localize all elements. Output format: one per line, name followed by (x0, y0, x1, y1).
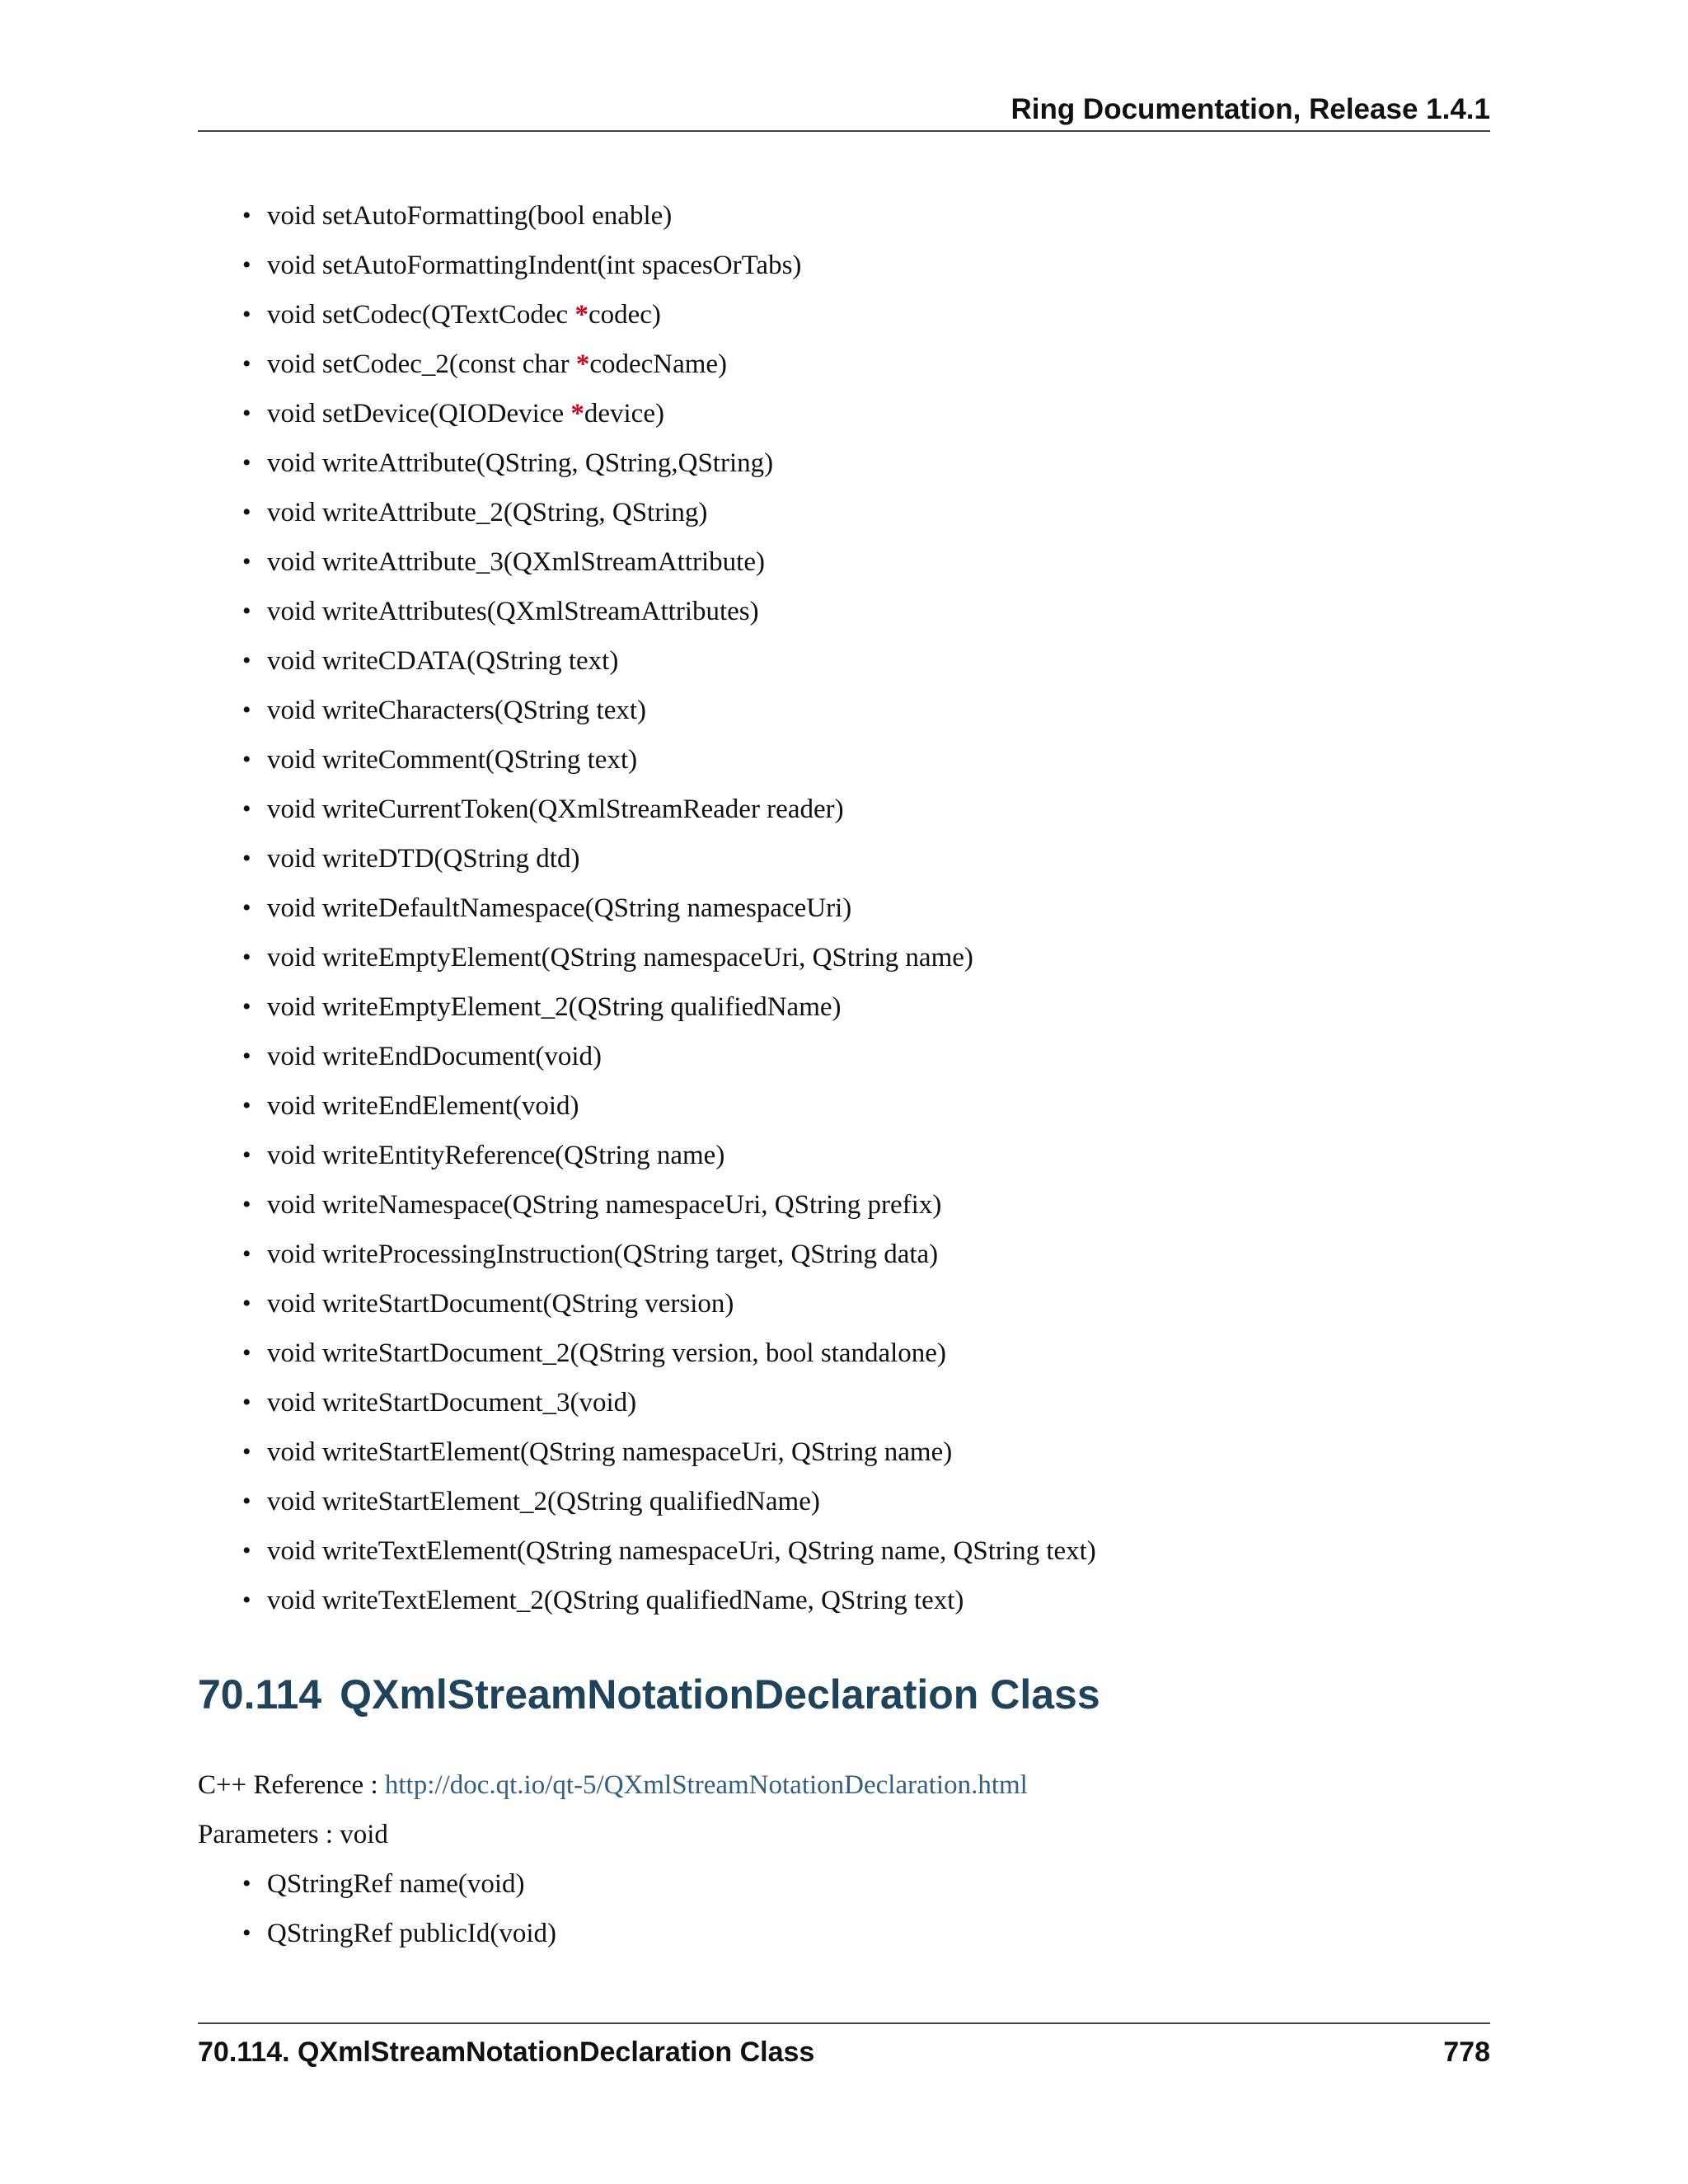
bullet-icon: • (242, 1919, 251, 1947)
method-signature: void setAutoFormattingIndent(int spacesOrTabs) (267, 251, 802, 280)
bullet-icon: • (242, 1092, 251, 1119)
method-signature: void writeStartElement_2(QString qualifiedName) (267, 1487, 820, 1516)
method-signature: void writeAttribute_3(QXmlStreamAttribute) (267, 547, 765, 577)
list-item (198, 938, 1096, 987)
section-title-text: QXmlStreamNotationDeclaration Class (340, 1671, 1100, 1718)
method-signature: void writeStartDocument_2(QString version, bool standalone) (267, 1338, 946, 1368)
bullet-icon: • (242, 795, 251, 823)
parameters-line: Parameters : void (198, 1820, 388, 1849)
bullet-icon: • (242, 400, 251, 427)
list-item (198, 344, 1096, 394)
list-item (198, 1037, 1096, 1086)
method-signature: void writeCDATA(QString text) (267, 646, 619, 676)
bullet-icon: • (242, 894, 251, 921)
method-signature: void writeTextElement_2(QString qualifiedName, QString text) (267, 1586, 964, 1615)
bullet-icon: • (242, 1586, 251, 1614)
list-item (198, 1914, 556, 1963)
section-number: 70.114 (198, 1671, 322, 1718)
bullet-icon: • (242, 548, 251, 575)
pointer-star: * (574, 300, 588, 330)
bullet-icon: • (242, 845, 251, 872)
list-item (198, 1482, 1096, 1531)
method-signature: void writeAttributes(QXmlStreamAttributes) (267, 597, 759, 626)
list-item (198, 888, 1096, 938)
list-item (198, 493, 1096, 542)
list-item (198, 196, 1096, 246)
cpp-reference-line (198, 1765, 1028, 1805)
bullet-icon: • (242, 350, 251, 377)
method-signature: void writeCharacters(QString text) (267, 696, 647, 725)
method-signature: void writeEmptyElement_2(QString qualifiedName) (267, 992, 842, 1022)
bullet-icon: • (242, 1043, 251, 1070)
method-signature: void writeTextElement(QString namespaceUri, QString name, QString text) (267, 1536, 1096, 1566)
method-signature-rest: codecName) (589, 349, 728, 379)
bullet-icon: • (242, 993, 251, 1020)
list-item (198, 1185, 1096, 1235)
method-signature: QStringRef publicId(void) (267, 1919, 557, 1948)
bullet-icon: • (242, 1290, 251, 1317)
bullet-icon: • (242, 1537, 251, 1564)
list-item (198, 790, 1096, 839)
list-item (198, 839, 1096, 888)
method-signature: void writeStartDocument(QString version) (267, 1289, 734, 1319)
page-number: 778 (1443, 2036, 1490, 2068)
method-signature: void writeEmptyElement(QString namespaceUri, QString name) (267, 943, 973, 972)
bullet-icon: • (242, 1488, 251, 1515)
method-signature: void writeStartDocument_3(void) (267, 1388, 637, 1418)
bullet-icon: • (242, 251, 251, 279)
method-signature: void writeDTD(QString dtd) (267, 844, 580, 874)
bullet-icon: • (242, 1339, 251, 1366)
list-item (198, 1086, 1096, 1136)
bullet-icon: • (242, 499, 251, 526)
method-signature: void writeDefaultNamespace(QString namespaceUri) (267, 893, 852, 923)
list-item (198, 1235, 1096, 1284)
header-title: Ring Documentation, Release 1.4.1 (1010, 93, 1490, 125)
list-item (198, 691, 1096, 740)
list-item (198, 1432, 1096, 1482)
method-signature: void setCodec_2(const char (267, 349, 576, 379)
footer-section-label: 70.114. QXmlStreamNotationDeclaration Class (198, 2036, 815, 2068)
bullet-icon: • (242, 301, 251, 328)
list-item (198, 1284, 1096, 1333)
running-header (198, 92, 1490, 132)
method-signature: void writeAttribute(QString, QString,QString) (267, 448, 774, 478)
list-item (198, 1864, 556, 1914)
method-signature: void writeEndElement(void) (267, 1091, 579, 1121)
pointer-star: * (570, 399, 584, 429)
list-item (198, 246, 1096, 295)
bullet-icon: • (242, 1240, 251, 1268)
list-item (198, 1136, 1096, 1185)
pointer-star: * (575, 349, 590, 379)
list-item (198, 740, 1096, 790)
method-signature: void writeNamespace(QString namespaceUri, QString prefix) (267, 1190, 942, 1220)
method-signature: void writeStartElement(QString namespaceUri, QString name) (267, 1437, 953, 1467)
method-signature: void setDevice(QIODevice (267, 399, 571, 429)
method-signature: void writeCurrentToken(QXmlStreamReader reader) (267, 794, 844, 824)
list-item (198, 443, 1096, 493)
bullet-icon: • (242, 944, 251, 971)
cpp-reference-label: C++ Reference : (198, 1770, 385, 1800)
bullet-icon: • (242, 1389, 251, 1416)
list-item (198, 1383, 1096, 1432)
running-footer (198, 2022, 1490, 2070)
method-signature: void writeProcessingInstruction(QString target, QString data) (267, 1240, 939, 1269)
method-signature-rest: device) (584, 399, 664, 429)
bullet-icon: • (242, 449, 251, 476)
bullet-icon: • (242, 746, 251, 773)
bullet-icon: • (242, 1191, 251, 1218)
list-item (198, 295, 1096, 344)
notation-method-list (198, 1864, 556, 1963)
method-signature: QStringRef name(void) (267, 1869, 525, 1899)
bullet-icon: • (242, 1438, 251, 1465)
list-item (198, 987, 1096, 1037)
bullet-icon: • (242, 696, 251, 724)
method-signature: void setCodec(QTextCodec (267, 300, 575, 330)
method-signature: void writeComment(QString text) (267, 745, 638, 775)
section-heading (198, 1668, 1100, 1721)
bullet-icon: • (242, 202, 251, 229)
list-item (198, 394, 1096, 443)
list-item (198, 641, 1096, 691)
cpp-reference-link[interactable]: http://doc.qt.io/qt-5/QXmlStreamNotationDeclaration.html (384, 1770, 1028, 1800)
list-item (198, 1531, 1096, 1581)
list-item (198, 1333, 1096, 1383)
bullet-icon: • (242, 598, 251, 625)
bullet-icon: • (242, 1870, 251, 1897)
method-signature: void writeEndDocument(void) (267, 1042, 602, 1071)
bullet-icon: • (242, 647, 251, 674)
method-signature: void writeAttribute_2(QString, QString) (267, 498, 708, 527)
method-list (198, 196, 1096, 1630)
method-signature: void setAutoFormatting(bool enable) (267, 201, 673, 231)
bullet-icon: • (242, 1141, 251, 1169)
method-signature-rest: codec) (588, 300, 661, 330)
list-item (198, 592, 1096, 641)
list-item (198, 1581, 1096, 1630)
list-item (198, 542, 1096, 592)
method-signature: void writeEntityReference(QString name) (267, 1141, 725, 1170)
